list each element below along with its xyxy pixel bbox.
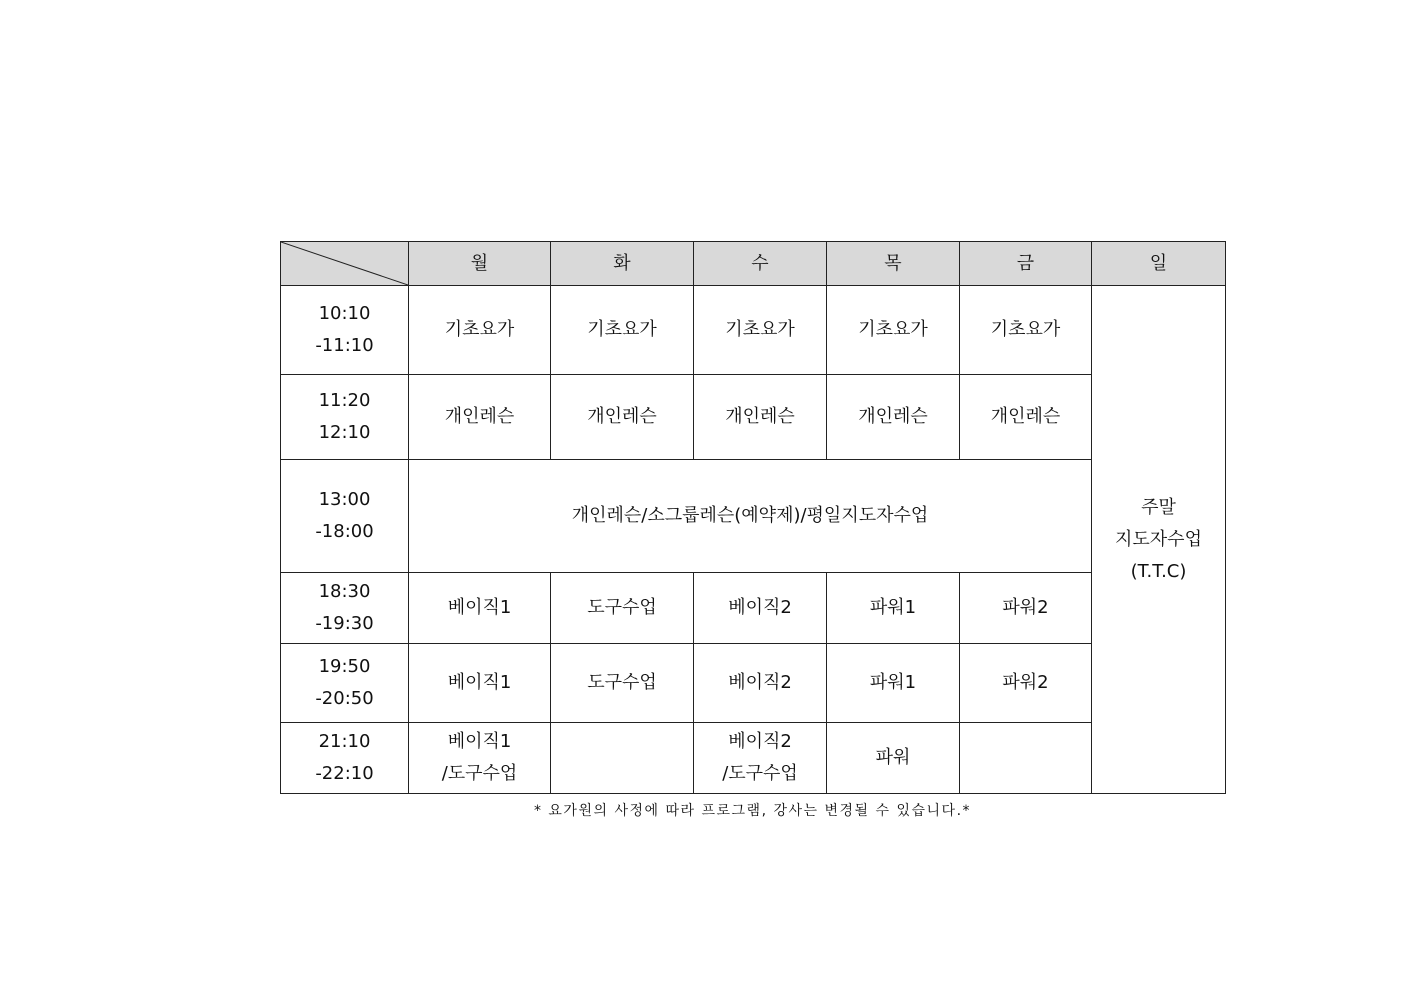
time-cell — [281, 723, 409, 794]
class-cell: 도구수업 — [551, 644, 694, 723]
schedule-row — [281, 644, 1226, 723]
sunday-line-3: (T.T.C) — [1130, 560, 1187, 582]
class-cell: 기초요가 — [551, 286, 694, 375]
header-row — [281, 242, 1226, 286]
schedule-row — [281, 286, 1226, 375]
yoga-timetable — [280, 241, 1226, 794]
day-header-sun: 일 — [1092, 242, 1226, 286]
class-cell: 베이직2 — [694, 644, 827, 723]
time-cell — [281, 375, 409, 460]
time-cell — [281, 644, 409, 723]
time-cell — [281, 573, 409, 644]
class-cell: 파워2 — [960, 573, 1092, 644]
class-line-1: 베이직2 — [728, 731, 792, 752]
class-cell: 파워1 — [827, 644, 960, 723]
day-header-tue: 화 — [551, 242, 694, 286]
class-cell: 기초요가 — [409, 286, 551, 375]
time-end: -18:00 — [315, 521, 374, 542]
schedule-row — [281, 460, 1226, 573]
day-header-fri: 금 — [960, 242, 1092, 286]
class-cell: 베이직1 — [409, 644, 551, 723]
time-start: 18:30 — [318, 581, 371, 602]
time-end: -20:50 — [315, 688, 374, 709]
day-header-mon: 월 — [409, 242, 551, 286]
time-start: 21:10 — [318, 731, 371, 752]
schedule-notice: * 요가원의 사정에 따라 프로그램, 강사는 변경될 수 있습니다.* — [533, 803, 972, 819]
class-line-2: /도구수업 — [441, 763, 518, 784]
time-start: 10:10 — [318, 303, 371, 324]
sunday-line-2: 지도자수업 — [1115, 528, 1202, 550]
diagonal-line — [281, 242, 408, 285]
class-cell: 기초요가 — [694, 286, 827, 375]
class-cell: 파워 — [827, 723, 960, 794]
class-line-2: /도구수업 — [722, 763, 798, 784]
class-cell-empty — [551, 723, 694, 794]
sunday-line-1: 주말 — [1141, 496, 1176, 518]
class-cell: 개인레슨 — [694, 375, 827, 460]
class-line-1: 베이직1 — [447, 731, 512, 752]
schedule-row — [281, 375, 1226, 460]
time-end: 12:10 — [318, 422, 371, 443]
class-cell: 기초요가 — [960, 286, 1092, 375]
class-cell: 베이직1 — [409, 573, 551, 644]
class-cell — [409, 723, 551, 794]
class-cell: 파워1 — [827, 573, 960, 644]
class-cell: 개인레슨 — [551, 375, 694, 460]
class-cell-empty — [960, 723, 1092, 794]
class-cell: 베이직2 — [694, 573, 827, 644]
class-cell: 개인레슨 — [827, 375, 960, 460]
day-header-thu: 목 — [827, 242, 960, 286]
class-cell — [694, 723, 827, 794]
time-cell — [281, 286, 409, 375]
time-end: -11:10 — [315, 335, 374, 356]
time-cell — [281, 460, 409, 573]
time-start: 19:50 — [318, 656, 371, 677]
time-end: -22:10 — [315, 763, 374, 784]
schedule-row — [281, 723, 1226, 794]
class-cell: 기초요가 — [827, 286, 960, 375]
class-cell: 개인레슨 — [409, 375, 551, 460]
time-end: -19:30 — [315, 613, 374, 634]
corner-cell — [281, 242, 409, 286]
schedule-row — [281, 573, 1226, 644]
sunday-cell — [1092, 286, 1226, 794]
class-cell: 도구수업 — [551, 573, 694, 644]
time-start: 13:00 — [318, 489, 371, 510]
class-cell: 개인레슨 — [960, 375, 1092, 460]
time-start: 11:20 — [318, 390, 371, 411]
class-cell: 파워2 — [960, 644, 1092, 723]
merged-class-cell: 개인레슨/소그룹레슨(예약제)/평일지도자수업 — [409, 460, 1092, 573]
day-header-wed: 수 — [694, 242, 827, 286]
